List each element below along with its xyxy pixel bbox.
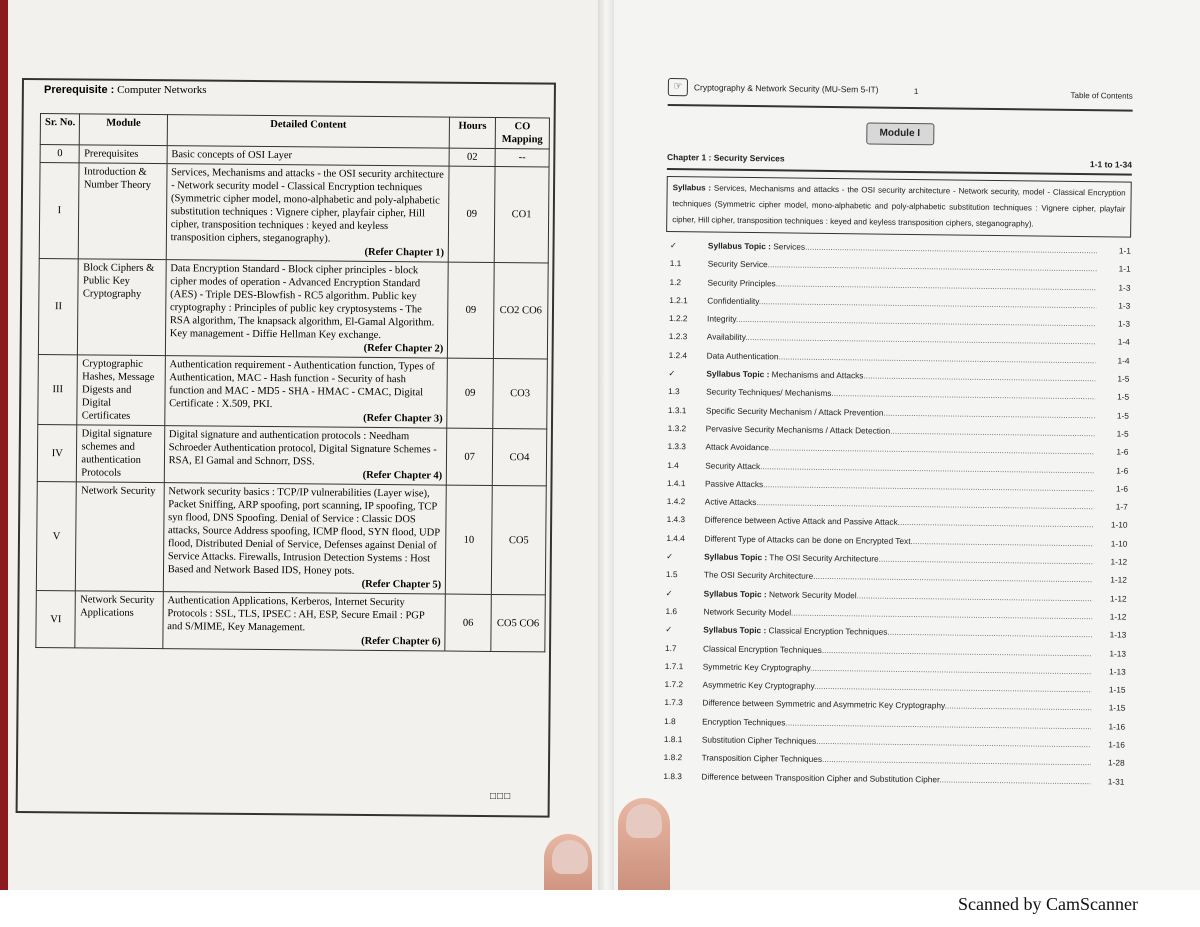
chapter-title: Chapter 1 : Security Services	[666, 151, 785, 164]
toc-entry-page: 1-28	[1107, 757, 1125, 768]
cell-sr-text: VI	[50, 613, 62, 625]
toc-entry-text: Transposition Cipher Techniques	[701, 752, 823, 765]
toc-entry-number: 1.2	[669, 276, 682, 287]
cell-module	[79, 163, 167, 260]
toc-entry-number: 1.2.2	[669, 313, 688, 324]
cell-hours	[446, 485, 493, 594]
toc-entry-text: The OSI Security Architecture	[703, 569, 814, 582]
toc-entry-text: The OSI Security Architecture	[769, 552, 879, 564]
toc-entry-number: 1.4.3	[666, 514, 686, 525]
table-of-contents	[659, 78, 1133, 791]
toc-entry-number: 1.7.2	[664, 679, 684, 690]
table-row	[38, 354, 548, 428]
cell-sr	[38, 258, 78, 354]
cell-module	[76, 482, 164, 592]
cell-sr-text: III	[52, 384, 64, 396]
syllabus-topic-label: Syllabus Topic :	[707, 240, 772, 252]
toc-entry-number: 1.3	[668, 386, 680, 397]
toc-entry-number: 1.2.1	[669, 294, 688, 306]
cell-module	[78, 259, 166, 356]
scanner-watermark: Scanned by CamScanner	[958, 894, 1138, 914]
toc-entry-page: 1-16	[1108, 739, 1125, 750]
toc-entry-text: Network Security Model	[768, 588, 857, 600]
chapter-heading	[667, 152, 1132, 176]
toc-entry-number: 1.8.1	[663, 734, 683, 745]
toc-entry-number: 1.1	[669, 258, 682, 269]
cell-sr-text: II	[54, 301, 63, 313]
cell-sr	[38, 354, 78, 424]
cell-co-text: CO5	[508, 534, 529, 546]
cell-sr-text: 0	[57, 148, 63, 160]
toc-entry-text: Confidentiality	[707, 295, 759, 307]
toc-entry-page: 1-13	[1109, 666, 1126, 677]
cell-co	[493, 262, 548, 358]
cell-content	[164, 356, 447, 428]
toc-entry-text: Security Attack	[705, 460, 761, 471]
toc-entry-page: 1-16	[1108, 721, 1126, 732]
header-sr: Sr. No.	[40, 114, 80, 145]
prerequisite-label: Prerequisite :	[44, 84, 115, 96]
cell-module-text: Network Security	[81, 485, 156, 498]
cell-sr	[36, 481, 76, 590]
syllabus-summary	[666, 176, 1132, 238]
toc-entry-number: 1.4	[667, 459, 679, 470]
toc-entry-page: 1-15	[1108, 684, 1126, 695]
cell-sr	[39, 163, 79, 259]
cell-co-text: --	[518, 152, 526, 164]
header-toc-label: Table of Contents	[1070, 90, 1133, 101]
table-row	[37, 424, 546, 485]
cell-module	[80, 145, 167, 164]
toc-entry-number: 1.8.2	[663, 752, 683, 763]
cell-hours	[449, 148, 495, 166]
toc-entry-page: 1-12	[1110, 593, 1127, 604]
cell-hours-text: 09	[466, 208, 478, 220]
cell-co-text: CO2 CO6	[499, 305, 542, 317]
cell-co	[493, 358, 548, 428]
cell-module	[77, 355, 165, 426]
toc-entry-number: 1.8	[664, 715, 676, 726]
fingernail	[626, 804, 662, 838]
check-icon: ✓	[668, 368, 676, 379]
cell-hours-text: 09	[465, 304, 477, 316]
cell-co	[494, 166, 549, 262]
cell-hours-text: 10	[463, 534, 475, 546]
toc-entry-number: 1.7	[664, 642, 677, 653]
cell-content-text: Authentication Applications, Kerberos, Internet Security Protocols : SSL, TLS, IPSEC : AH, ESP, Secure Email : PGP and S/MIME, Key Management.	[167, 595, 425, 634]
running-header	[668, 78, 1133, 112]
cell-co-text: CO4	[509, 451, 530, 463]
toc-entry-text: Attack Avoidance	[705, 441, 770, 453]
publisher-logo-icon: ☞	[668, 78, 688, 96]
module-badge: Module I	[866, 122, 934, 145]
syllabus-text: Services, Mechanisms and attacks - the OSI security architecture - Network security, model - Classical Encryption techniques (Symmetric cipher model, mono-alphabetic and poly-alphabetic substitution techniques : Vignere cipher, playfair cipher, Hill cipher, transposition techniques : keyed and keyless transposition ciphers, steganography).	[672, 183, 1126, 229]
prerequisite-line	[44, 84, 207, 96]
toc-entry-text: Mechanisms and Attacks	[771, 369, 864, 381]
toc-entry-number: 1.4.2	[666, 496, 686, 507]
toc-entry-page: 1-5	[1116, 428, 1129, 439]
toc-entry-page: 1-12	[1110, 556, 1128, 567]
table-row	[39, 163, 549, 263]
toc-entry-page: 1-7	[1115, 501, 1128, 512]
header-co: CO Mapping	[495, 117, 549, 148]
cell-hours-text: 02	[466, 151, 478, 163]
toc-entry-number: 1.2.3	[668, 331, 688, 342]
header-content: Detailed Content	[167, 115, 450, 148]
cell-module	[77, 425, 165, 483]
toc-entry-text: Active Attacks	[704, 496, 757, 508]
chapter-reference: (Refer Chapter 5)	[361, 578, 442, 591]
toc-entry-page: 1-5	[1116, 410, 1129, 421]
cell-content-text: Digital signature and authentication protocols : Needham Schroeder Authentication protocol, Digital Signature Schemes - RSA, El Gamal and Schnorr, DSS.	[168, 429, 437, 468]
toc-entry-page: 1-6	[1116, 465, 1129, 476]
toc-entry-page: 1-3	[1117, 318, 1131, 329]
header-hours: Hours	[449, 117, 495, 148]
cell-module-text: Network Security Applications	[80, 594, 155, 619]
cell-co-text: CO5 CO6	[496, 617, 540, 629]
cell-sr-text: IV	[51, 447, 63, 459]
cell-content-text: Authentication requirement - Authentication function, Types of Authentication, MAC - Hash function - Security of hash function and MAC - MD5 - SHA - HMAC - CMAC, Digital Certificate : X.509, PKI.	[169, 359, 435, 411]
toc-entry-text: Substitution Cipher Techniques	[701, 734, 817, 746]
cell-sr-text: I	[57, 205, 62, 217]
cell-hours	[445, 594, 491, 651]
table-header-row	[40, 114, 549, 149]
cell-sr	[36, 590, 76, 647]
toc-entry-text: Passive Attacks	[704, 478, 764, 490]
chapter-range: 1-1 to 1-34	[1089, 159, 1133, 170]
cell-content	[163, 592, 446, 651]
cell-co	[491, 485, 546, 594]
toc-entry-number: 1.7.1	[664, 660, 684, 672]
toc-entry-text: Classical Encryption Techniques	[768, 625, 888, 637]
toc-entry-text: Specific Security Mechanism / Attack Prevention	[705, 405, 884, 418]
finger-right	[618, 798, 670, 890]
check-icon: ✓	[669, 240, 677, 251]
cell-module	[75, 591, 163, 649]
toc-entry-number: 1.3.3	[667, 441, 687, 452]
toc-entry-text: Security Service	[707, 258, 768, 270]
toc-entry-number: 1.3.1	[667, 404, 687, 415]
syllabus-label: Syllabus :	[672, 183, 712, 193]
cell-module-text: Prerequisites	[84, 148, 139, 160]
toc-entry-page: 1-13	[1109, 629, 1127, 640]
cell-co	[491, 594, 546, 651]
syllabus-body	[36, 145, 549, 652]
cell-co-text: CO1	[511, 209, 532, 221]
cell-module-text: Digital signature schemes and authentication Protocols	[81, 428, 152, 479]
toc-entry-text: Network Security Model	[703, 606, 792, 618]
cell-content-text: Data Encryption Standard - Block cipher principles - block cipher modes of operation - Advanced Encryption Standard (AES) - Triple DES-Blowfish - RC5 algorithm. Public key cryptography : Principles of public key cryptosystems - The RSA algorithm, The knapsack algorithm, El-Gamal Algorithm. Key management - Diffie Hellman Key exchange.	[169, 263, 435, 341]
cell-content-text: Services, Mechanisms and attacks - the OSI security architecture - Network security model - Classical Encryption techniques (Symmetric cipher model, mono-alphabetic and poly-alphabetic substitution techniques : Vignere cipher, playfair cipher, Hill cipher, transposition techniques : keyed and keyless transposition ciphers, steganography).	[170, 167, 444, 245]
toc-entries	[659, 236, 1131, 791]
cell-hours-text: 06	[462, 617, 474, 629]
fingernail	[552, 840, 588, 874]
toc-entry-page: 1-4	[1117, 336, 1130, 348]
cell-content	[164, 426, 447, 485]
toc-entry-text: Difference between Transposition Cipher and Substitution Cipher	[701, 771, 940, 784]
cell-hours	[447, 428, 493, 485]
cell-sr	[40, 145, 80, 163]
cell-hours	[448, 262, 495, 358]
header-module: Module	[80, 114, 168, 146]
toc-entry-page: 1-1	[1118, 263, 1131, 274]
cell-hours-text: 09	[464, 387, 476, 399]
cell-module-text: Cryptographic Hashes, Message Digests and Digital Certificates	[81, 358, 155, 422]
toc-entry-text: Difference between Symmetric and Asymmetric Key Cryptography	[702, 697, 945, 711]
cell-hours	[448, 166, 495, 262]
table-row	[38, 258, 548, 358]
chapter-reference: (Refer Chapter 6)	[361, 635, 441, 648]
cell-co-text: CO3	[510, 388, 531, 400]
toc-entry-number: 1.6	[665, 605, 678, 617]
cell-module-text: Block Ciphers & Public Key Cryptography	[82, 262, 155, 300]
toc-entry-text: Encryption Techniques	[702, 716, 786, 728]
toc-entry-page: 1-6	[1116, 446, 1129, 457]
syllabus-topic-label: Syllabus Topic :	[704, 551, 768, 563]
header-title: Cryptography & Network Security (MU-Sem 5-IT)	[693, 82, 879, 95]
toc-entry-page: 1-5	[1117, 391, 1130, 403]
check-icon: ✓	[666, 551, 674, 562]
syllabus-topic-label: Syllabus Topic :	[706, 368, 770, 380]
syllabus-topic-label: Syllabus Topic :	[703, 588, 767, 599]
syllabus-table	[35, 113, 550, 652]
chapter-reference: (Refer Chapter 4)	[362, 469, 443, 482]
cell-module-text: Introduction & Number Theory	[83, 166, 152, 191]
toc-entry-text: Security Principles	[707, 277, 776, 288]
toc-entry-page: 1-6	[1115, 483, 1129, 494]
cell-content-text: Basic concepts of OSI Layer	[171, 149, 293, 162]
toc-entry-text: Integrity	[707, 313, 737, 325]
toc-entry-page: 1-10	[1110, 519, 1128, 531]
cell-content	[165, 260, 448, 358]
toc-entry-text: Pervasive Security Mechanisms / Attack Detection	[705, 423, 891, 436]
toc-entry-page: 1-31	[1107, 776, 1125, 787]
toc-entry-text: Difference between Active Attack and Passive Attack	[704, 514, 898, 528]
cell-hours-text: 07	[464, 451, 475, 463]
cell-co	[492, 428, 547, 485]
toc-entry-text: Security Techniques/ Mechanisms	[706, 386, 832, 399]
toc-entry-text: Availability	[706, 331, 746, 343]
toc-entry-number: 1.3.2	[667, 422, 687, 434]
header-page-number: 1	[913, 87, 919, 97]
toc-entry-text: Symmetric Key Cryptography	[702, 661, 811, 673]
finger-left	[544, 834, 592, 890]
chapter-reference: (Refer Chapter 1)	[364, 246, 445, 259]
toc-entry-page: 1-12	[1109, 611, 1127, 622]
toc-entry-number: 1.7.3	[664, 697, 683, 708]
cell-co	[495, 148, 549, 166]
check-icon: ✓	[665, 624, 673, 635]
cell-sr-text: V	[52, 530, 61, 542]
toc-entry-page: 1-12	[1110, 574, 1127, 585]
check-icon: ✓	[665, 587, 673, 598]
toc-entry-text: Different Type of Attacks can be done on Encrypted Text	[704, 533, 911, 546]
toc-entry-page: 1-13	[1109, 647, 1127, 659]
syllabus-topic-label: Syllabus Topic :	[703, 624, 767, 636]
toc-entry-number: 1.2.4	[668, 349, 688, 361]
prerequisite-value: Computer Networks	[117, 84, 207, 96]
cell-hours	[447, 358, 493, 428]
cell-content-text: Network security basics : TCP/IP vulnerabilities (Layer wise), Packet Sniffing, ARP spoofing, port scanning, IP spoofing, TCP syn flood, DNS Spoofing. Denial of Service : Classic DOS attacks, Source Address spoofing, ICMP flood, SYN flood, UDP flood, Distributed Denial of Service, Defenses against Denial of Service Attacks. Firewalls, Intrusion Detection Systems : Host Based and Network Based IDS, Honey pots.	[167, 486, 440, 577]
toc-entry-number: 1.4.1	[666, 477, 686, 489]
toc-entry-text: Data Authentication	[706, 350, 779, 362]
book-gutter	[598, 0, 614, 890]
toc-entry-page: 1-3	[1118, 300, 1131, 311]
toc-entry-page: 1-10	[1110, 538, 1128, 549]
toc-entry-page: 1-4	[1117, 355, 1130, 366]
cell-content	[166, 164, 449, 262]
toc-entry-page: 1-5	[1117, 373, 1130, 384]
toc-entry-number: 1.8.3	[663, 770, 683, 781]
toc-entry-page: 1-3	[1118, 282, 1131, 293]
table-row	[36, 481, 546, 594]
cell-content	[163, 483, 446, 594]
toc-entry-page: 1-15	[1108, 702, 1126, 714]
table-row	[36, 590, 545, 651]
toc-entry-number: 1.4.4	[666, 532, 685, 543]
toc-entry-text: Asymmetric Key Cryptography	[702, 679, 815, 691]
toc-entry-number: 1.5	[665, 569, 678, 580]
toc-entry-text: Services	[773, 241, 806, 252]
cell-sr	[37, 424, 77, 481]
toc-entry-text: Classical Encryption Techniques	[702, 643, 822, 655]
chapter-reference: (Refer Chapter 3)	[363, 412, 443, 425]
end-mark: □□□	[490, 791, 512, 802]
toc-entry-page: 1-1	[1118, 245, 1131, 256]
chapter-reference: (Refer Chapter 2)	[363, 342, 444, 355]
